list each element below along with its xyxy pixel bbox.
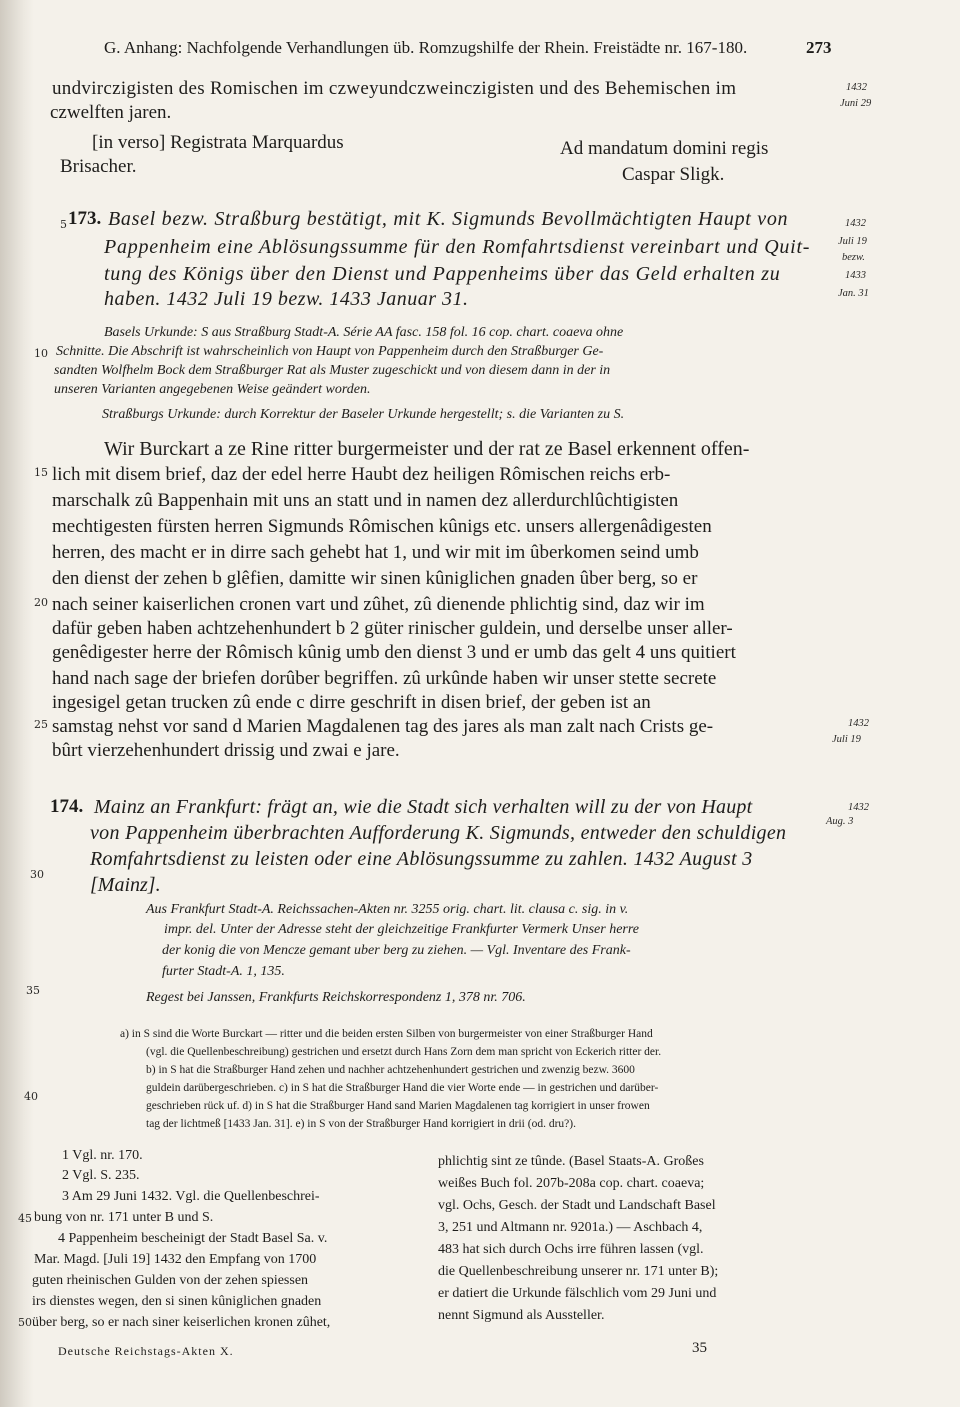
line-number: 25	[34, 718, 48, 731]
margin-date-line: 1432	[848, 718, 869, 729]
text-line: dafür geben haben achtzehenhundert b 2 güter rinischer guldein, und derselbe unser aller-	[52, 618, 733, 639]
line-number: 15	[34, 466, 48, 479]
footnote-line: vgl. Ochs, Gesch. der Stadt und Landschaft Basel	[438, 1198, 716, 1213]
text-line: samstag nehst vor sand d Marien Magdalenen tag des jares als man zalt nach Crists ge-	[52, 716, 714, 737]
margin-date-line: Aug. 3	[826, 816, 854, 827]
variant-line: b) in S hat die Straßburger Hand zehen und nachher achtzehenhundert gestrichen und zwenzig bezw. 3600	[146, 1064, 635, 1076]
heading-line: Pappenheim eine Ablösungssumme für den Romfahrtsdienst vereinbart und Quit-	[104, 236, 811, 258]
source-line: Regest bei Janssen, Frankfurts Reichskorrespondenz 1, 378 nr. 706.	[146, 990, 526, 1005]
heading-line: haben. 1432 Juli 19 bezw. 1433 Januar 31.	[104, 288, 469, 310]
page-edge-shadow	[0, 0, 34, 1407]
text-line: mechtigesten fürsten herren Sigmunds Rômischen kûnigs etc. unsers allergenâdigesten	[52, 516, 712, 537]
line-number: 10	[34, 347, 48, 360]
line-number: 35	[26, 984, 40, 997]
footnote-line: er datiert die Urkunde fälschlich vom 29 Juni und	[438, 1286, 717, 1301]
text-line: genêdigester herre der Rômisch kûnig umb den dienst 3 und er umb das gelt 4 uns quitiert	[52, 642, 736, 663]
margin-date-line: Juli 19	[838, 236, 867, 247]
text-line: herren, des macht er in dirre sach gehebt hat 1, und wir mit im ûberkomen seind umb	[52, 542, 699, 563]
text-line: undvirczigisten des Romischen im czweyundczweinczigisten und des Behemischen im	[52, 78, 737, 99]
heading-line: tung des Königs über den Dienst und Pappenheims über das Geld erhalten zu	[104, 263, 781, 285]
heading-line: [Mainz].	[90, 874, 161, 896]
source-line: impr. del. Unter der Adresse steht der gleichzeitige Frankfurter Vermerk Unser herre	[164, 922, 640, 937]
variant-line: a) in S sind die Worte Burckart — ritter und die beiden ersten Silben von burgermeister von einer Straßburger Hand	[120, 1028, 653, 1040]
margin-date-line: Juli 19	[832, 734, 861, 745]
text-line: marschalk zû Bappenhain mit uns an statt und in namen dez allerdurchlûchtigisten	[52, 490, 679, 511]
variant-line: (vgl. die Quellenbeschreibung) gestrichen und ersetzt durch Hans Zorn dem man spricht von Eckerich ritter der.	[146, 1046, 662, 1058]
line-number: 45	[18, 1212, 32, 1225]
footnote-line: irs dienstes wegen, den si sinen kûniglichen gnaden	[32, 1294, 322, 1309]
footnote-line: 2 Vgl. S. 235.	[62, 1168, 140, 1183]
footnote-line: über berg, so er nach siner keiserlichen kronen zûhet,	[32, 1315, 331, 1330]
text-line: nach seiner kaiserlichen cronen vart und zûhet, zû dienende phlichtig sind, daz wir im	[52, 594, 705, 615]
variant-line: guldein darübergeschrieben. c) in S hat die Straßburger Hand die vier Worte ende — in gestrichen und darüber-	[146, 1082, 659, 1094]
variant-line: geschrieben rück uf. d) in S hat die Straßburger Hand sand Marien Magdalenen tag korrigiert in unser frowen	[146, 1100, 650, 1112]
line-number: 30	[30, 868, 44, 881]
footnote-line: 4 Pappenheim bescheinigt der Stadt Basel Sa. v.	[58, 1231, 328, 1246]
margin-date-line: 1433	[845, 270, 866, 281]
heading-line: von Pappenheim überbrachten Aufforderung K. Sigmunds, entweder den schuldigen	[90, 822, 787, 844]
footnote-line: weißes Buch fol. 207b-208a cop. chart. coaeva;	[438, 1176, 705, 1191]
margin-date-line: bezw.	[842, 252, 865, 263]
source-line: Schnitte. Die Abschrift ist wahrscheinlich von Haupt von Pappenheim durch den Straßburger Ge-	[56, 344, 604, 359]
footnote-line: Mar. Magd. [Juli 19] 1432 den Empfang von 1700	[34, 1252, 317, 1267]
footnote-line: 1 Vgl. nr. 170.	[62, 1148, 143, 1163]
margin-date-line: Juni 29	[840, 98, 872, 109]
footnote-line: 3, 251 und Altmann nr. 9201a.) — Aschbach 4,	[438, 1220, 703, 1235]
line-number: 20	[34, 596, 48, 609]
heading-line: Basel bezw. Straßburg bestätigt, mit K. Sigmunds Bevollmächtigten Haupt von	[108, 208, 789, 230]
source-line: Straßburgs Urkunde: durch Korrektur der Baseler Urkunde hergestellt; s. die Varianten zu S.	[102, 407, 625, 422]
source-line: der konig die von Mencze gemant uber berg zu ziehen. — Vgl. Inventare des Frank-	[162, 943, 631, 958]
footnote-line: bung von nr. 171 unter B und S.	[34, 1210, 214, 1225]
text-line: czwelften jaren.	[50, 102, 172, 123]
margin-date-line: 1432	[846, 82, 867, 93]
source-line: Basels Urkunde: S aus Straßburg Stadt-A. Série AA fasc. 158 fol. 16 cop. chart. coaeva ohne	[104, 325, 624, 340]
text-line: Wir Burckart a ze Rine ritter burgermeister und der rat ze Basel erkennent offen-	[104, 438, 750, 460]
line-number: 50	[18, 1316, 32, 1329]
margin-date-line: Jan. 31	[838, 288, 869, 299]
series-title: Deutsche Reichstags-Akten X.	[58, 1344, 234, 1358]
source-line: unseren Varianten angegebenen Weise geändert worden.	[54, 382, 371, 397]
footnote-line: guten rheinischen Gulden von der zehen spiessen	[32, 1273, 309, 1288]
variant-line: tag der lichtmeß [1433 Jan. 31]. e) in S von der Straßburger Hand korrigiert in drii (od. dru?).	[146, 1118, 576, 1130]
footnote-line: phlichtig sint ze tûnde. (Basel Staats-A. Großes	[438, 1154, 704, 1169]
source-line: sandten Wolfhelm Bock dem Straßburger Rat als Muster zugeschickt und von diesem dann in der in	[54, 363, 611, 378]
text-line: den dienst der zehen b glêfien, damitte wir sinen kûniglichen gnaden ûber berg, so er	[52, 568, 698, 589]
running-title: G. Anhang: Nachfolgende Verhandlungen üb. Romzugshilfe der Rhein. Freistädte nr. 167-180.	[104, 38, 748, 57]
document-number: 173.	[68, 208, 102, 229]
line-number: 5	[60, 218, 67, 231]
signer-name: Caspar Sligk.	[622, 164, 725, 185]
text-line: lich mit disem brief, daz der edel herre Haubt dez heiligen Rômischen reichs erb-	[52, 464, 671, 485]
line-number: 40	[24, 1090, 38, 1103]
registrata-note: [in verso] Registrata Marquardus	[92, 132, 344, 153]
text-line: hand nach sage der briefen dorûber begriffen. zû urkûnde haben wir unser stette secrete	[52, 668, 717, 689]
source-line: Aus Frankfurt Stadt-A. Reichssachen-Akten nr. 3255 orig. chart. lit. clausa c. sig. in v.	[146, 902, 629, 917]
page-number: 273	[806, 38, 832, 57]
margin-date-line: 1432	[848, 802, 869, 813]
heading-line: Mainz an Frankfurt: frägt an, wie die Stadt sich verhalten will zu der von Haupt	[94, 796, 753, 818]
text-line: ingesigel getan trucken zû ende c dirre geschrift in disen brief, der geben ist an	[52, 692, 651, 713]
document-number: 174.	[50, 796, 84, 817]
registrata-note: Brisacher.	[60, 156, 137, 177]
sheet-number: 35	[692, 1340, 707, 1356]
footnote-line: 3 Am 29 Juni 1432. Vgl. die Quellenbeschrei-	[62, 1189, 320, 1204]
footnote-line: die Quellenbeschreibung unserer nr. 171 unter B);	[438, 1264, 719, 1279]
text-line: bûrt vierzehenhundert drissig und zwai e jare.	[52, 740, 400, 761]
footnote-line: 483 hat sich durch Ochs irre führen lassen (vgl.	[438, 1242, 704, 1257]
source-line: furter Stadt-A. 1, 135.	[162, 964, 285, 979]
heading-line: Romfahrtsdienst zu leisten oder eine Ablösungssumme zu zahlen. 1432 August 3	[90, 848, 753, 870]
mandatum-note: Ad mandatum domini regis	[560, 138, 769, 159]
margin-date-line: 1432	[845, 218, 866, 229]
footnote-line: nennt Sigmund als Aussteller.	[438, 1308, 605, 1323]
